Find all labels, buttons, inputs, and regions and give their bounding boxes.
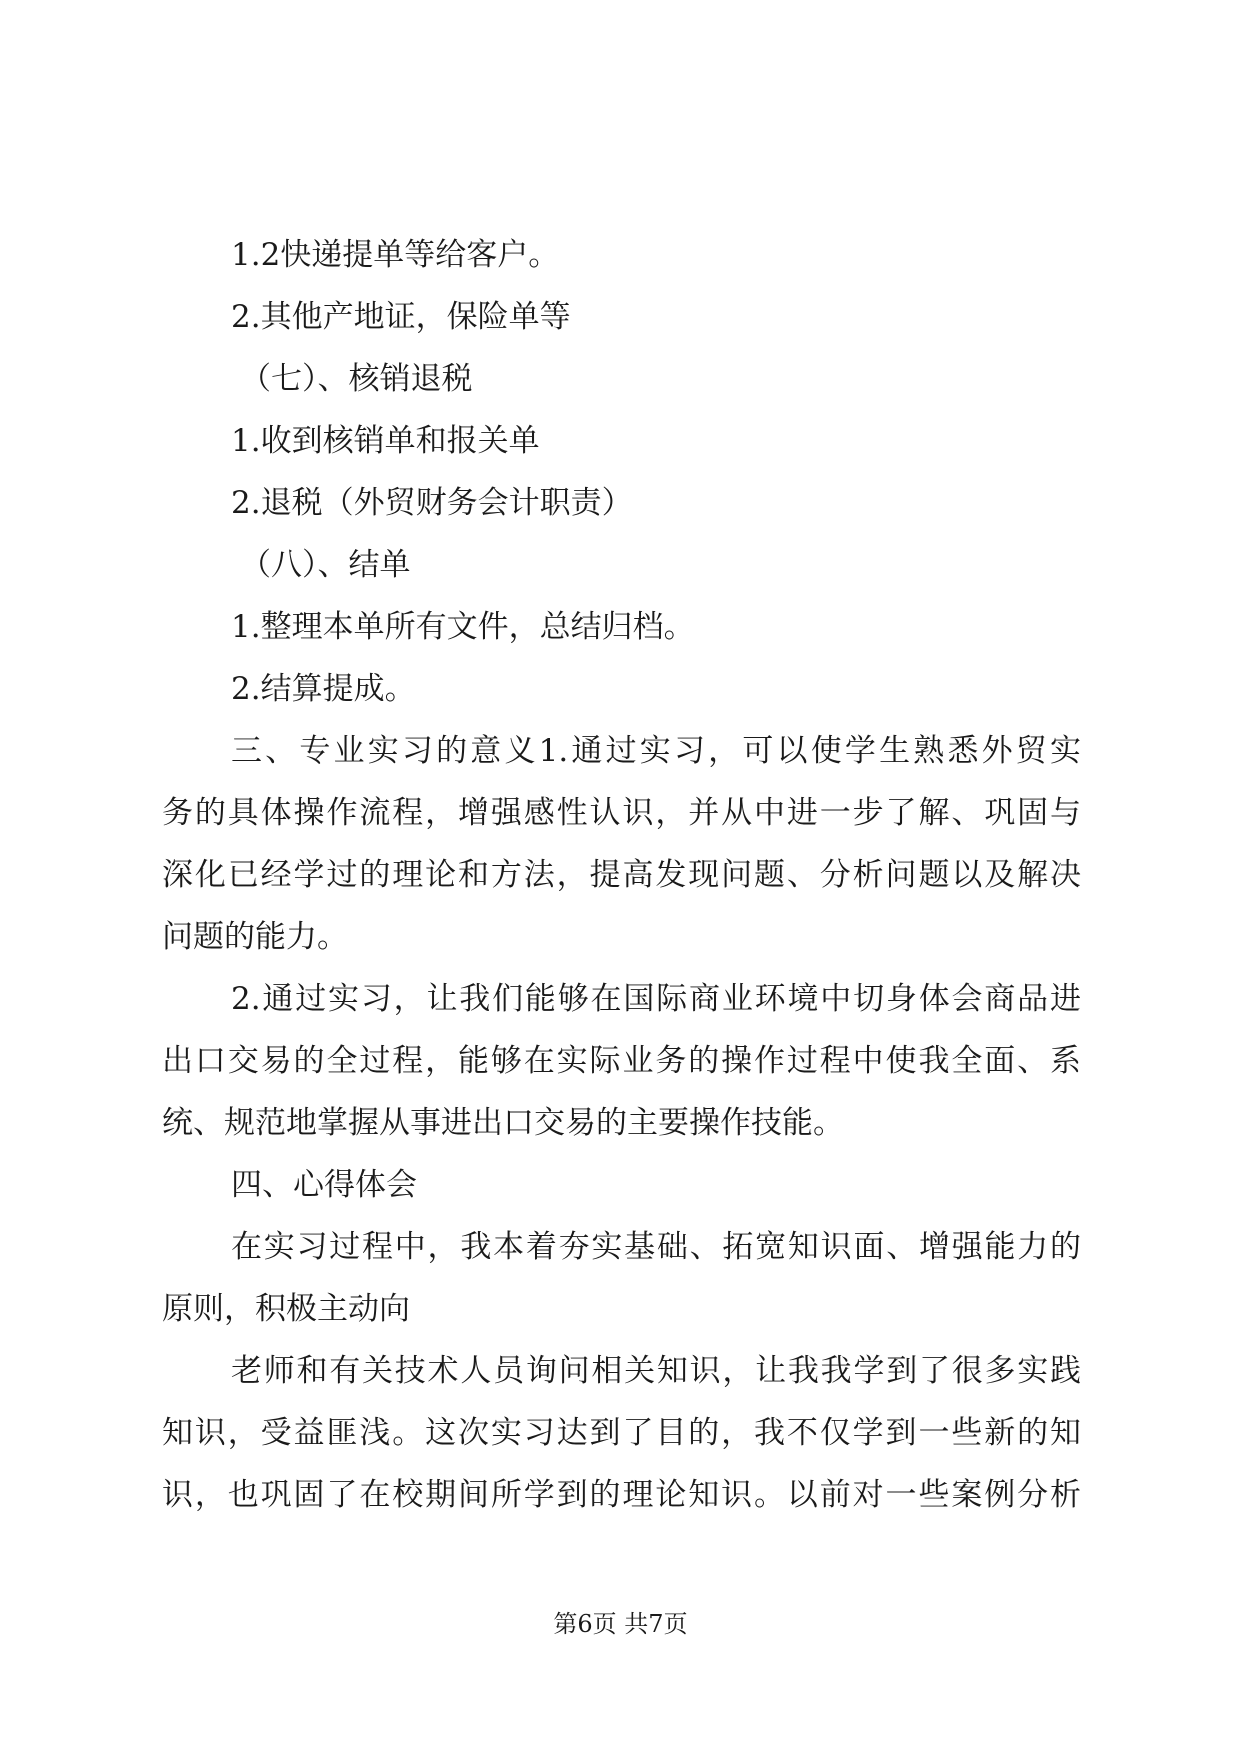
section-heading: （七）、核销退税 [240,361,473,397]
paragraph-line: 2.通过实习，让我们能够在国际商业环境中切身体会商品进 [231,981,1081,1017]
paragraph-line: 老师和有关技术人员询问相关知识，让我我学到了很多实践 [231,1353,1081,1389]
paragraph-line: 深化已经学过的理论和方法，提高发现问题、分析问题以及解决 [162,857,1081,893]
paragraph-line: 原则，积极主动向 [162,1291,410,1327]
paragraph-meaning [162,720,1081,968]
list-item: 2.退税（外贸财务会计职责） [231,485,633,521]
paragraph-line: 识，也巩固了在校期间所学到的理论知识。以前对一些案例分析 [162,1477,1081,1513]
page-content [162,224,1081,1526]
section-heading: 四、心得体会 [231,1167,417,1203]
list-item: 1.收到核销单和报关单 [231,423,540,459]
paragraph-line: 在实习过程中，我本着夯实基础、拓宽知识面、增强能力的 [231,1229,1081,1265]
paragraph-line: 统、规范地掌握从事进出口交易的主要操作技能。 [162,1105,844,1141]
paragraph-two [162,968,1081,1154]
list-item: 2.其他产地证，保险单等 [231,299,571,335]
list-item: 1.整理本单所有文件，总结归档。 [231,609,695,645]
paragraph-line: 出口交易的全过程，能够在实际业务的操作过程中使我全面、系 [162,1043,1081,1079]
section-heading: （八）、结单 [240,547,411,583]
paragraph-process [162,1216,1081,1340]
paragraph-line: 知识，受益匪浅。这次实习达到了目的，我不仅学到一些新的知 [162,1415,1081,1451]
paragraph-line: 三、专业实习的意义1.通过实习，可以使学生熟悉外贸实 [231,733,1081,769]
paragraph-line: 务的具体操作流程，增强感性认识，并从中进一步了解、巩固与 [162,795,1081,831]
paragraph-teacher [162,1340,1081,1526]
list-item: 1.2快递提单等给客户。 [231,237,560,273]
paragraph-line: 问题的能力。 [162,919,348,955]
page-footer: 第6页 共7页 [553,1610,688,1638]
list-item: 2.结算提成。 [231,671,416,707]
